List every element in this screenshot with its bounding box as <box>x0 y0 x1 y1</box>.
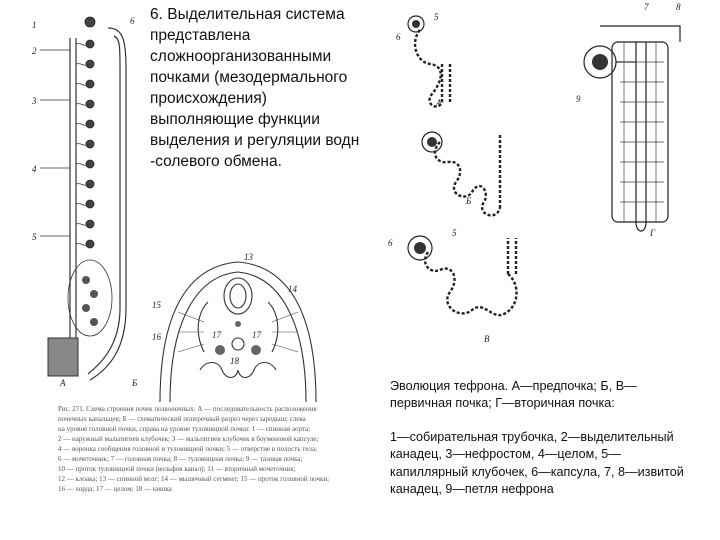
cross-section-drawing <box>148 252 328 402</box>
bottom-caption-line: 2 — наружный мальпигиев клубочек; 3 — мальпигиев клубочек в боуменовой капсуле; <box>58 435 319 443</box>
right-label-5b: 5 <box>452 228 457 238</box>
left-label-2: 2 <box>32 46 37 56</box>
cross-label-17b: 17 <box>252 330 261 340</box>
caption-line-2: 1—собирательная трубочка, 2—выделительный канадец, 3—нефростом, 4—целом, 5—капиллярный клубочек, 6—капсула, 7, 8—извитой канадец, 9—петля нефрона <box>390 429 684 497</box>
kidney-scheme-drawing <box>30 8 140 388</box>
right-label-5a: 5 <box>434 12 439 22</box>
left-label-6: 6 <box>130 16 135 26</box>
bottom-figure-caption <box>58 404 348 522</box>
right-label-g: Г <box>650 228 656 238</box>
bottom-caption-line: Рис. 271. Схема строения почек позвоночных: А — последовательность расположения <box>58 405 317 413</box>
right-label-v: В <box>484 334 490 344</box>
figure-cross-section <box>148 252 328 402</box>
bottom-caption-line: 16 — хорда; 17 — целом; 18 — кишка <box>58 485 172 493</box>
left-label-1: 1 <box>32 20 37 30</box>
right-label-6b: 6 <box>388 238 393 248</box>
cross-label-17a: 17 <box>212 330 221 340</box>
caption-line-1: Эволюция тефрона. А—предпочка; Б, В—первичная почка; Г—вторичная почка: <box>390 379 637 411</box>
bottom-caption-line: 12 — клоака; 13 — спинной мозг; 14 — мышечный сегмент; 15 — проток головной почки; <box>58 475 330 483</box>
right-label-a: А <box>436 98 442 108</box>
left-label-a: А <box>60 378 66 388</box>
figure-kidney-scheme <box>30 8 140 388</box>
left-label-5: 5 <box>32 232 37 242</box>
bottom-caption-line: 4 — воронка сообщения головной и туловищной почки; 5 — отверстие в полость тела; <box>58 445 317 453</box>
figure-caption <box>390 378 690 498</box>
left-label-b: Б <box>132 378 138 388</box>
cross-label-16: 16 <box>152 332 161 342</box>
left-label-3: 3 <box>32 96 37 106</box>
figure-nephron-evolution <box>380 2 710 360</box>
bottom-caption-line: 6 — мочеточник; 7 — головная почка; 8 — туловищная почка; 9 — тазовая почка; <box>58 455 303 463</box>
right-label-7: 7 <box>644 2 649 12</box>
cross-label-15: 15 <box>152 300 161 310</box>
left-label-4: 4 <box>32 164 37 174</box>
cross-label-14: 14 <box>288 284 297 294</box>
nephron-evolution-drawing <box>380 2 710 360</box>
right-label-6a: 6 <box>396 32 401 42</box>
bottom-caption-line: 10 — проток туловищной почки (вольфов канал); 11 — вторичный мочеточник; <box>58 465 296 473</box>
right-label-b: Б <box>466 196 472 206</box>
cross-label-18: 18 <box>230 356 239 366</box>
cross-label-13: 13 <box>244 252 253 262</box>
right-label-8: 8 <box>676 2 681 12</box>
bottom-caption-line: почечных канальцев; Б — схематический поперечный разрез через зародыш; слева <box>58 415 306 423</box>
bottom-caption-line: на уровне головной почки, справа на уровне туловищной почки: 1 — спинная аорта; <box>58 425 311 433</box>
right-label-9: 9 <box>576 94 581 104</box>
slide-title-text: 6. Выделительная система представлена сложноорганизованными почками (мезодермального происхождения) выполняющие функции выделения и регуляции водн -солевого обмена. <box>150 6 360 170</box>
